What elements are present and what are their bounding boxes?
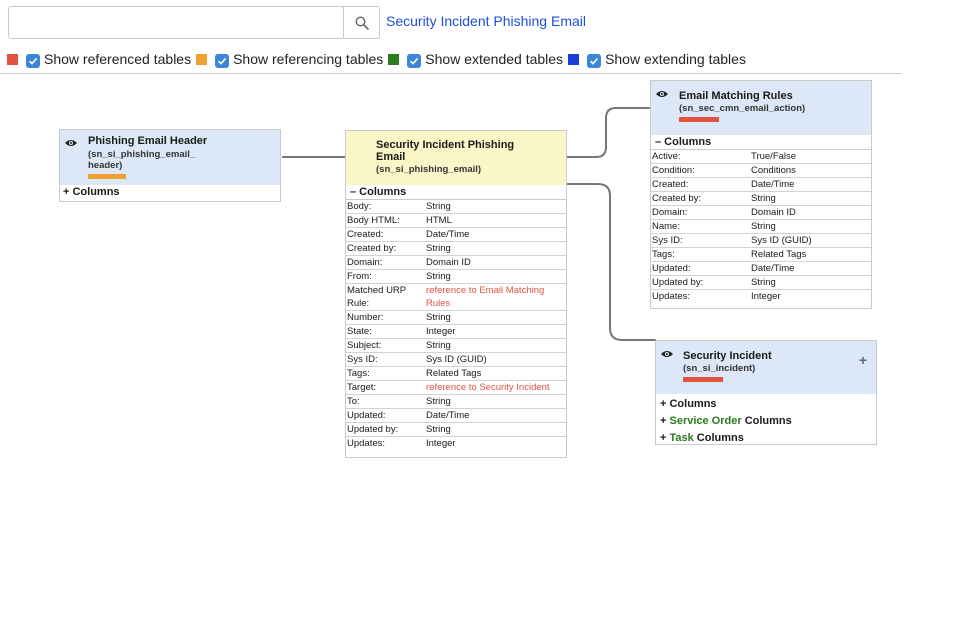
column-row (651, 275, 871, 289)
columns-toggle[interactable]: – Columns (346, 185, 566, 200)
show-referencing-label: Show referencing tables (233, 51, 384, 67)
column-row (346, 352, 566, 366)
column-type: String (426, 201, 451, 212)
column-row (651, 247, 871, 261)
column-row (651, 233, 871, 247)
column-name: Matched URP Rule: (347, 285, 406, 309)
column-name: Condition: (652, 165, 695, 176)
column-name: Updated: (652, 263, 691, 274)
column-row (346, 436, 566, 450)
column-type: Domain ID (426, 257, 471, 268)
section-suffix: Columns (693, 432, 744, 444)
node-table-name: (sn_si_incident) (683, 363, 756, 374)
node-header (60, 130, 280, 185)
column-row (346, 213, 566, 227)
column-name: From: (347, 271, 372, 282)
column-reference-link[interactable]: reference to Security Incident (426, 382, 550, 393)
columns-toggle[interactable]: – Columns (651, 135, 871, 150)
column-type: Date/Time (751, 263, 795, 274)
column-row (346, 366, 566, 380)
node-title: Phishing Email Header (88, 135, 208, 147)
column-name: To: (347, 396, 360, 407)
column-name: Updates: (652, 291, 691, 302)
column-reference-link[interactable]: reference to Email Matching Rules (426, 285, 545, 309)
referencing-color-bar (88, 174, 126, 179)
column-name: Domain: (652, 207, 688, 218)
column-row (346, 200, 566, 213)
column-name: Name: (652, 221, 680, 232)
task-link[interactable]: Task (669, 432, 694, 444)
node-table-name: (sn_si_phishing_email) (376, 164, 482, 175)
column-name: Subject: (347, 340, 382, 351)
column-row (651, 163, 871, 177)
column-type: Related Tags (751, 249, 807, 260)
column-name: Updated by: (347, 424, 399, 435)
column-row (346, 380, 566, 394)
column-row (346, 310, 566, 324)
column-row (651, 289, 871, 303)
section-suffix: Columns (741, 415, 792, 427)
node-header (651, 81, 871, 135)
column-name: Tags: (652, 249, 675, 260)
column-row (651, 261, 871, 275)
columns-toggle[interactable]: + Columns (63, 186, 120, 198)
column-name: Body: (347, 201, 372, 212)
eye-icon[interactable] (64, 138, 78, 148)
column-name: Domain: (347, 257, 383, 268)
eye-icon[interactable] (660, 349, 674, 359)
columns-toggle[interactable]: + Columns (660, 398, 717, 410)
column-name: Sys ID: (652, 235, 683, 246)
column-name: Updates: (347, 438, 386, 449)
column-type: True/False (751, 151, 797, 162)
column-name: Sys ID: (347, 354, 378, 365)
eye-icon[interactable] (655, 89, 669, 99)
columns-list (346, 200, 566, 450)
column-name: Created: (652, 179, 689, 190)
column-row (346, 422, 566, 436)
column-type: Integer (751, 291, 781, 302)
referenced-color-bar (679, 117, 719, 122)
column-type: Sys ID (GUID) (751, 235, 812, 246)
column-name: Active: (652, 151, 681, 162)
node-security-incident[interactable] (655, 340, 877, 445)
column-type: String (426, 271, 451, 282)
node-title-cont: Email (376, 151, 406, 163)
column-type: String (426, 424, 451, 435)
node-table-name: (sn_si_phishing_email_ (88, 149, 196, 160)
connector-email-to-rules (567, 108, 651, 157)
column-row (346, 283, 566, 310)
column-name: Created: (347, 229, 384, 240)
columns-list (651, 150, 871, 303)
node-title: Security Incident Phishing (376, 139, 515, 151)
column-name: Body HTML: (347, 215, 400, 226)
node-title: Security Incident (683, 350, 772, 362)
node-table-name: (sn_sec_cmn_email_action) (679, 103, 806, 114)
column-row (651, 177, 871, 191)
task-columns-toggle[interactable] (656, 430, 876, 447)
column-row (346, 227, 566, 241)
node-header (346, 131, 566, 185)
column-name: State: (347, 326, 372, 337)
service-order-link[interactable]: Service Order (669, 415, 742, 427)
column-type: String (426, 243, 451, 254)
show-extended-label: Show extended tables (425, 51, 564, 67)
column-row (651, 205, 871, 219)
current-table-link[interactable]: Security Incident Phishing Email (386, 13, 586, 29)
node-header (656, 341, 876, 394)
column-name: Updated by: (652, 277, 704, 288)
column-row (651, 191, 871, 205)
column-row (346, 338, 566, 352)
column-name: Tags: (347, 368, 370, 379)
column-row (346, 408, 566, 422)
column-row (346, 241, 566, 255)
column-name: Number: (347, 312, 384, 323)
column-name: Created by: (347, 243, 397, 254)
column-name: Created by: (652, 193, 702, 204)
column-type: String (751, 277, 776, 288)
column-type: String (426, 312, 451, 323)
section-prefix: + (660, 415, 670, 427)
column-row (651, 219, 871, 233)
column-name: Target: (347, 382, 377, 393)
column-name: Updated: (347, 410, 386, 421)
connector-email-to-incident (567, 184, 656, 340)
column-row (346, 324, 566, 338)
node-table-name-cont: header) (88, 160, 123, 171)
sections (656, 394, 876, 447)
column-type: Date/Time (426, 229, 470, 240)
column-row (346, 394, 566, 408)
node-email-matching-rules[interactable] (650, 80, 872, 309)
column-row (346, 269, 566, 283)
column-type: Related Tags (426, 368, 482, 379)
section-prefix: + (660, 432, 670, 444)
column-type: Integer (426, 326, 456, 337)
service-order-columns-toggle[interactable] (656, 413, 876, 430)
column-row (346, 255, 566, 269)
column-type: Date/Time (426, 410, 470, 421)
node-security-incident-phishing-email[interactable] (345, 130, 567, 458)
column-type: Conditions (751, 165, 796, 176)
node-title: Email Matching Rules (679, 90, 793, 102)
column-type: String (751, 193, 776, 204)
column-type: Sys ID (GUID) (426, 354, 487, 365)
column-type: HTML (426, 215, 452, 226)
referenced-color-bar (683, 377, 723, 382)
node-phishing-email-header[interactable] (59, 129, 281, 202)
show-extending-label: Show extending tables (605, 51, 746, 67)
column-type: Date/Time (751, 179, 795, 190)
column-type: String (751, 221, 776, 232)
column-type: String (426, 340, 451, 351)
column-type: Domain ID (751, 207, 796, 218)
column-row (651, 150, 871, 163)
expand-button[interactable]: + (858, 352, 867, 368)
show-referenced-label: Show referenced tables (44, 51, 192, 67)
column-type: Integer (426, 438, 456, 449)
column-type: String (426, 396, 451, 407)
